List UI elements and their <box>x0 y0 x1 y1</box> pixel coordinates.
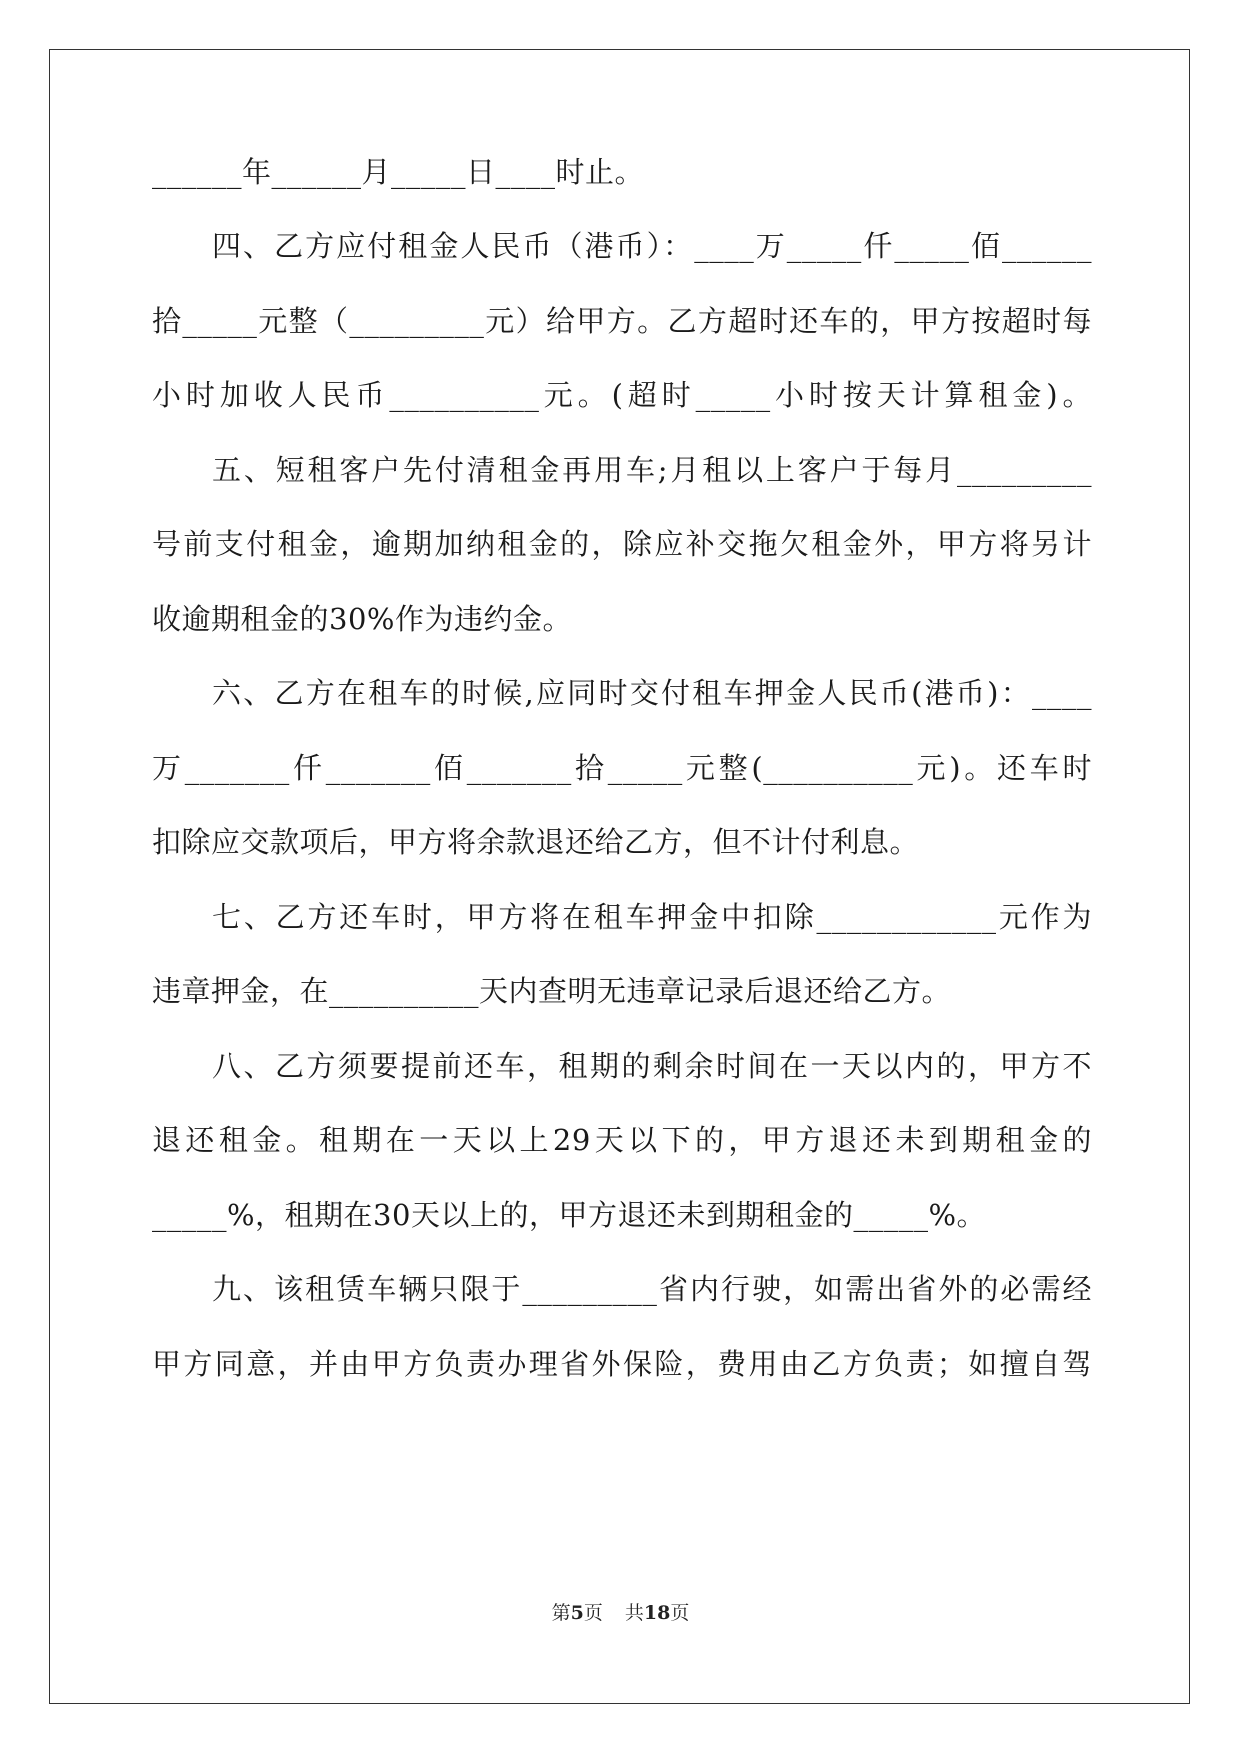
footer-page-suffix: 页 <box>583 1602 603 1624</box>
footer-total-suffix: 页 <box>670 1602 690 1624</box>
page-border <box>49 49 1190 1704</box>
contract-clause-5-line-1: 五、短租客户先付清租金再用车;月租以上客户于每月_________ <box>212 453 1092 487</box>
contract-clause-4-line-2: 拾_____元整（_________元）给甲方。乙方超时还车的，甲方按超时每 <box>152 304 1092 338</box>
contract-line-1: ______年______月_____日____时止。 <box>152 155 645 189</box>
page-footer <box>0 1601 1241 1625</box>
contract-clause-5-line-2: 号前支付租金，逾期加纳租金的，除应补交拖欠租金外，甲方将另计 <box>152 527 1092 561</box>
contract-clause-8-line-1: 八、乙方须要提前还车，租期的剩余时间在一天以内的，甲方不 <box>212 1049 1092 1083</box>
footer-page-number: 5 <box>570 1602 584 1624</box>
contract-clause-4-line-3: 小时加收人民币__________元。(超时_____小时按天计算租金)。 <box>152 378 1092 412</box>
contract-clause-5-line-3: 收逾期租金的30%作为违约金。 <box>152 602 572 636</box>
contract-clause-6-line-3: 扣除应交款项后，甲方将余款退还给乙方，但不计付利息。 <box>152 825 920 859</box>
contract-clause-6-line-1: 六、乙方在租车的时候,应同时交付租车押金人民币(港币)：____ <box>212 676 1092 710</box>
contract-clause-9-line-2: 甲方同意，并由甲方负责办理省外保险，费用由乙方负责；如擅自驾 <box>152 1347 1092 1381</box>
footer-total-pages: 18 <box>643 1602 671 1624</box>
contract-clause-6-line-2: 万_______仟_______佰_______拾_____元整(__________元)。还车时 <box>152 751 1092 785</box>
contract-clause-7-line-1: 七、乙方还车时，甲方将在租车押金中扣除____________元作为 <box>212 900 1092 934</box>
footer-total-prefix: 共 <box>624 1602 644 1624</box>
footer-prefix: 第 <box>551 1602 571 1624</box>
contract-clause-8-line-2: 退还租金。租期在一天以上29天以下的，甲方退还未到期租金的 <box>152 1123 1092 1157</box>
contract-clause-8-line-3: _____%，租期在30天以上的，甲方退还未到期租金的_____%。 <box>152 1198 987 1232</box>
contract-clause-7-line-2: 违章押金，在__________天内查明无违章记录后退还给乙方。 <box>152 974 952 1008</box>
contract-clause-9-line-1: 九、该租赁车辆只限于_________省内行驶，如需出省外的必需经 <box>212 1272 1092 1306</box>
contract-clause-4-line-1: 四、乙方应付租金人民币（港币）：____万_____仟_____佰______ <box>212 229 1092 263</box>
